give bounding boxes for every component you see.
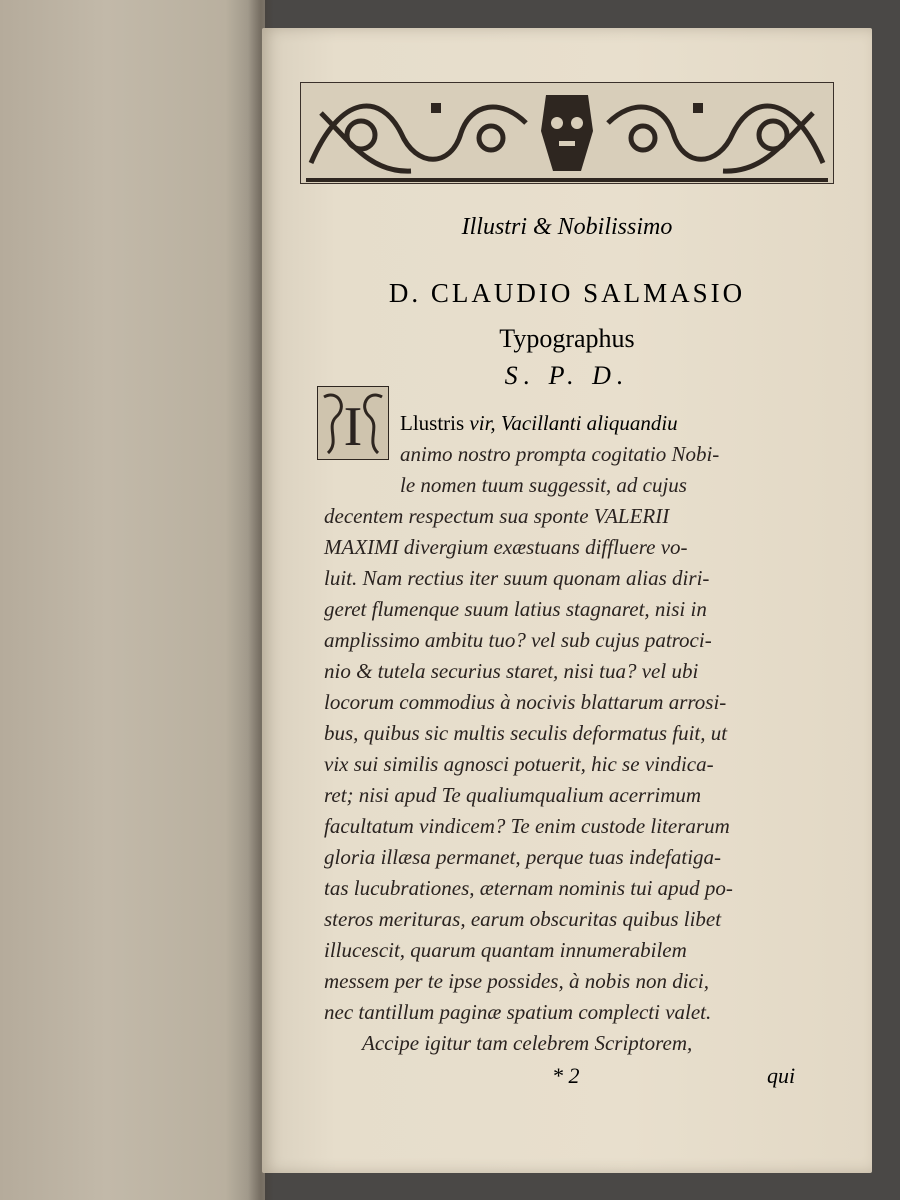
body-line-21: Accipe igitur tam celebrem Scriptorem,	[362, 1031, 693, 1055]
first-line-roman: Llustris	[400, 411, 470, 435]
body-line-14: facultatum vindicem? Te enim custode literarum	[324, 814, 730, 838]
body-line-12: vix sui similis agnosci potuerit, hic se vindica-	[324, 752, 714, 776]
body-line-10: locorum commodius à nocivis blattarum arrosi-	[324, 690, 727, 714]
body-line-8: amplissimo ambitu tuo? vel sub cujus patroci-	[324, 628, 712, 652]
body-line-4: decentem respectum sua sponte VALERII	[324, 504, 670, 528]
body-line-11: bus, quibus sic multis seculis deformatus fuit, ut	[324, 721, 728, 745]
body-line-15: gloria illæsa permanet, perque tuas indefatiga-	[324, 845, 722, 869]
body-line-18: illucescit, quarum quantam innumerabilem	[324, 938, 687, 962]
decorated-initial	[317, 386, 389, 460]
body-line-6: luit. Nam rectius iter suum quonam alias diri-	[324, 566, 710, 590]
body-line-16: tas lucubrationes, æternam nominis tui apud po-	[324, 876, 733, 900]
signature-mark: * 2	[552, 1063, 580, 1088]
dedication-heading: Illustri & Nobilissimo	[461, 214, 673, 240]
catchword: qui	[767, 1063, 796, 1088]
body-line-3: le nomen tuum suggessit, ad cujus	[400, 473, 687, 497]
left-page-blank	[0, 0, 265, 1200]
body-line-1	[400, 411, 678, 436]
body-line-5: MAXIMI divergium exæstuans diffluere vo-	[324, 535, 688, 559]
body-line-19: messem per te ipse possides, à nobis non dici,	[324, 969, 709, 993]
body-line-20: nec tantillum paginæ spatium complecti valet.	[324, 1000, 712, 1024]
body-line-7: geret flumenque suum latius stagnaret, nisi in	[324, 597, 707, 621]
salutation: S. P. D.	[504, 361, 630, 390]
body-line-2: animo nostro prompta cogitatio Nobi-	[400, 442, 720, 466]
first-line-italic: vir, Vacillanti aliquandiu	[469, 411, 678, 435]
headpiece-ornament	[300, 82, 834, 184]
dropcap-letter: I	[343, 396, 363, 458]
sender-title: Typographus	[499, 324, 635, 353]
body-line-13: ret; nisi apud Te qualiumqualium acerrimum	[324, 783, 702, 807]
right-page	[262, 28, 872, 1173]
dedicatee-name: D. CLAUDIO SALMASIO	[388, 278, 746, 308]
body-line-17: steros merituras, earum obscuritas quibus libet	[324, 907, 722, 931]
body-line-9: nio & tutela securius staret, nisi tua? vel ubi	[324, 659, 699, 683]
